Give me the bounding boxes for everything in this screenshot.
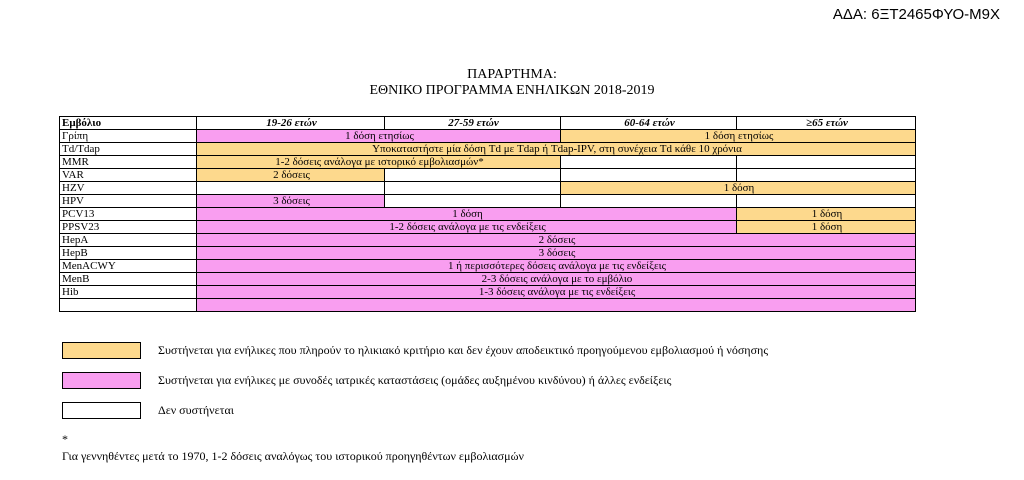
vaccine-name-cell: MMR <box>60 156 197 169</box>
vaccine-name-cell: Γρίπη <box>60 130 197 143</box>
schedule-cell: 3 δόσεις <box>197 247 916 260</box>
schedule-cell <box>385 195 561 208</box>
schedule-cell <box>197 299 916 312</box>
table-row <box>60 299 916 312</box>
schedule-cell: 2-3 δόσεις ανάλογα με το εμβόλιο <box>197 273 916 286</box>
schedule-cell: 1 δόση <box>737 221 916 234</box>
vaccine-name-cell: PPSV23 <box>60 221 197 234</box>
footnote-text: Για γεννηθέντες μετά το 1970, 1-2 δόσεις αναλόγως του ιστορικού προηγηθέντων εμβολιασμών <box>62 449 524 463</box>
legend-text-pink: Συστήνεται για ενήλικες με συνοδές ιατρικές καταστάσεις (ομάδες αυξημένου κινδύνου) ή άλλες ενδείξεις <box>158 373 672 387</box>
header-age-65-plus: ≥65 ετών <box>737 117 916 130</box>
schedule-cell: 1 ή περισσότερες δόσεις ανάλογα με τις ενδείξεις <box>197 260 916 273</box>
vaccine-name-cell: MenACWY <box>60 260 197 273</box>
schedule-cell <box>737 169 916 182</box>
schedule-cell: Υποκαταστήστε μία δόση Td με Tdap ή Tdap-IPV, στη συνέχεια Td κάθε 10 χρόνια <box>197 143 916 156</box>
schedule-cell <box>561 156 737 169</box>
table-row <box>60 286 916 299</box>
table-row <box>60 182 916 195</box>
schedule-cell <box>385 182 561 195</box>
schedule-cell: 1-3 δόσεις ανάλογα με τις ενδείξεις <box>197 286 916 299</box>
schedule-cell: 1 δόση ετησίως <box>561 130 916 143</box>
schedule-cell: 2 δόσεις <box>197 169 385 182</box>
schedule-cell: 1 δόση ετησίως <box>197 130 561 143</box>
schedule-cell: 3 δόσεις <box>197 195 385 208</box>
footnote-mark: * <box>62 432 68 446</box>
table-row <box>60 247 916 260</box>
vaccine-name-cell: VAR <box>60 169 197 182</box>
schedule-cell: 1 δόση <box>197 208 737 221</box>
schedule-cell: 1-2 δόσεις ανάλογα με ιστορικό εμβολιασμών* <box>197 156 561 169</box>
annex-title: ΠΑΡΑΡΤΗΜΑ: <box>467 67 557 82</box>
table-body <box>60 130 916 312</box>
legend-text-yellow: Συστήνεται για ενήλικες που πληρούν το ηλικιακό κριτήριο και δεν έχουν αποδεικτικό προηγούμενου εμβολιασμού ή νόσησης <box>158 343 769 357</box>
table-row <box>60 273 916 286</box>
vaccine-name-cell: Hib <box>60 286 197 299</box>
vaccine-name-cell <box>60 299 197 312</box>
table-row <box>60 234 916 247</box>
schedule-cell <box>737 195 916 208</box>
table-row <box>60 143 916 156</box>
document-id: ΑΔΑ: 6ΞΤ2465ΦΥΟ-Μ9Χ <box>832 6 1000 23</box>
header-age-27-59: 27-59 ετών <box>385 117 561 130</box>
vaccine-name-cell: HepB <box>60 247 197 260</box>
schedule-cell: 1-2 δόσεις ανάλογα με τις ενδείξεις <box>197 221 737 234</box>
schedule-cell <box>197 182 385 195</box>
table-row <box>60 208 916 221</box>
table-row <box>60 195 916 208</box>
header-age-60-64: 60-64 ετών <box>561 117 737 130</box>
vaccine-name-cell: MenB <box>60 273 197 286</box>
schedule-cell <box>385 169 561 182</box>
legend-swatch-white <box>62 402 141 419</box>
schedule-cell <box>737 156 916 169</box>
table-row <box>60 156 916 169</box>
table-header-row <box>60 117 916 130</box>
schedule-cell: 1 δόση <box>737 208 916 221</box>
vaccine-name-cell: HPV <box>60 195 197 208</box>
vaccine-name-cell: PCV13 <box>60 208 197 221</box>
legend-text-white: Δεν συστήνεται <box>158 403 234 417</box>
program-title: ΕΘΝΙΚΟ ΠΡΟΓΡΑΜΜΑ ΕΝΗΛΙΚΩΝ 2018-2019 <box>369 83 655 98</box>
header-vaccine: Εμβόλιο <box>60 117 197 130</box>
legend-swatch-yellow <box>62 342 141 359</box>
legend-swatch-pink <box>62 372 141 389</box>
schedule-cell <box>561 169 737 182</box>
schedule-cell <box>561 195 737 208</box>
schedule-cell: 2 δόσεις <box>197 234 916 247</box>
vaccination-schedule-table <box>59 116 916 312</box>
table-row <box>60 221 916 234</box>
table-row <box>60 130 916 143</box>
header-age-19-26: 19-26 ετών <box>197 117 385 130</box>
vaccine-name-cell: Td/Tdap <box>60 143 197 156</box>
table-row <box>60 260 916 273</box>
vaccine-name-cell: HZV <box>60 182 197 195</box>
vaccine-name-cell: HepA <box>60 234 197 247</box>
table-row <box>60 169 916 182</box>
schedule-cell: 1 δόση <box>561 182 916 195</box>
